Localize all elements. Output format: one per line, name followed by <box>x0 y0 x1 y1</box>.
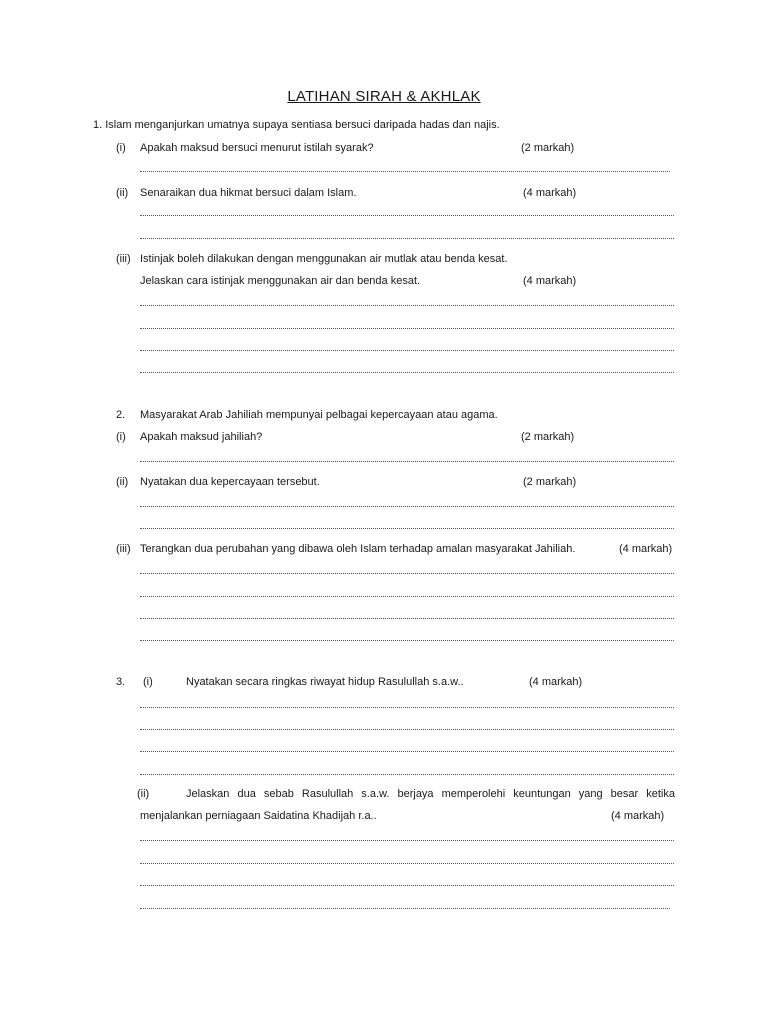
answer-line[interactable] <box>140 372 674 373</box>
answer-line[interactable] <box>140 863 674 864</box>
q1-iii-text-2: Jelaskan cara istinjak menggunakan air dan benda kesat. <box>140 275 421 287</box>
answer-line[interactable] <box>140 840 674 841</box>
q1-ii-marks: (4 markah) <box>523 187 577 199</box>
answer-line[interactable] <box>140 238 674 239</box>
answer-line[interactable] <box>140 171 670 172</box>
answer-line[interactable] <box>140 305 674 306</box>
q1-ii-number: (ii) <box>116 187 129 199</box>
q1-i-text: Apakah maksud bersuci menurut istilah syarak? <box>140 142 374 154</box>
q1-intro: 1. Islam menganjurkan umatnya supaya sentiasa bersuci daripada hadas dan najis. <box>93 119 500 131</box>
q2-iii-number: (iii) <box>116 543 131 555</box>
q2-i-marks: (2 markah) <box>521 431 575 443</box>
q2-ii-number: (ii) <box>116 476 129 488</box>
answer-line[interactable] <box>140 506 674 507</box>
answer-line[interactable] <box>140 885 674 886</box>
q1-iii-number: (iii) <box>116 253 131 265</box>
answer-line[interactable] <box>140 596 674 597</box>
q3-ii-text-2: menjalankan perniagaan Saidatina Khadijah r.a.. <box>140 810 377 822</box>
q3-ii-marks: (4 markah) <box>611 810 665 822</box>
answer-line[interactable] <box>140 774 674 775</box>
answer-line[interactable] <box>140 350 674 351</box>
answer-line[interactable] <box>140 751 674 752</box>
q2-iii-text: Terangkan dua perubahan yang dibawa oleh Islam terhadap amalan masyarakat Jahiliah. <box>140 543 576 555</box>
q2-i-text: Apakah maksud jahiliah? <box>140 431 263 443</box>
answer-line[interactable] <box>140 328 674 329</box>
answer-line[interactable] <box>140 573 674 574</box>
q2-number: 2. <box>116 409 126 421</box>
page-title: LATIHAN SIRAH & AKHLAK <box>287 88 481 105</box>
answer-line[interactable] <box>140 215 674 216</box>
answer-line[interactable] <box>140 618 674 619</box>
q1-ii-text: Senaraikan dua hikmat bersuci dalam Islam. <box>140 187 357 199</box>
answer-line[interactable] <box>140 707 674 708</box>
q3-ii-text-1: Jelaskan dua sebab Rasulullah s.a.w. berjaya memperolehi keuntungan yang besar ketika <box>186 788 675 800</box>
q1-i-number: (i) <box>116 142 126 154</box>
q3-i-text: Nyatakan secara ringkas riwayat hidup Rasulullah s.a.w.. <box>186 676 464 688</box>
q3-i-number: (i) <box>143 676 153 688</box>
q2-ii-text: Nyatakan dua kepercayaan tersebut. <box>140 476 320 488</box>
q1-i-marks: (2 markah) <box>521 142 575 154</box>
answer-line[interactable] <box>140 729 674 730</box>
answer-line[interactable] <box>140 461 674 462</box>
q2-iii-marks: (4 markah) <box>619 543 673 555</box>
q2-ii-marks: (2 markah) <box>523 476 577 488</box>
q1-iii-marks: (4 markah) <box>523 275 577 287</box>
q3-i-marks: (4 markah) <box>529 676 583 688</box>
q2-intro: Masyarakat Arab Jahiliah mempunyai pelbagai kepercayaan atau agama. <box>140 409 498 421</box>
q3-ii-number: (ii) <box>137 788 150 800</box>
q1-iii-text-1: Istinjak boleh dilakukan dengan menggunakan air mutlak atau benda kesat. <box>140 253 508 265</box>
answer-line[interactable] <box>140 528 674 529</box>
answer-line[interactable] <box>140 908 670 909</box>
q2-i-number: (i) <box>116 431 126 443</box>
q3-number: 3. <box>116 676 126 688</box>
answer-line[interactable] <box>140 640 674 641</box>
